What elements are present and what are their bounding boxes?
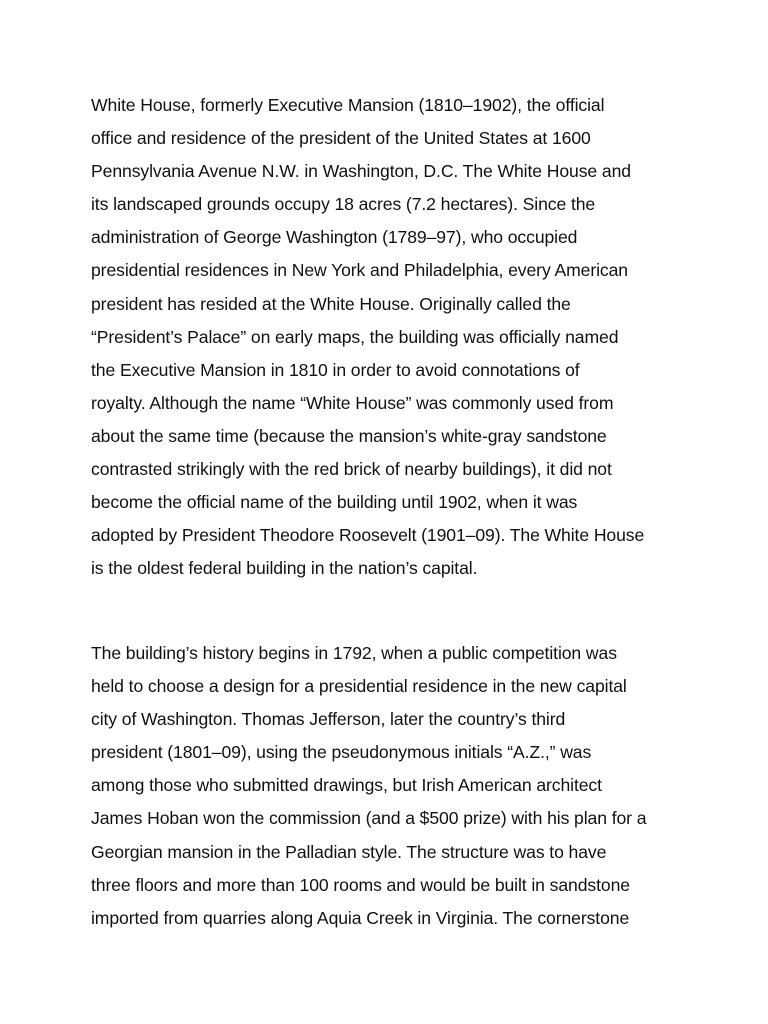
paragraph-line: become the official name of the building until 1902, when it was xyxy=(91,492,578,513)
paragraph-line: is the oldest federal building in the nation’s capital. xyxy=(91,558,478,579)
paragraph-line: “President’s Palace” on early maps, the building was officially named xyxy=(91,326,619,347)
paragraph-line: city of Washington. Thomas Jefferson, later the country’s third xyxy=(91,709,566,730)
paragraph-line: royalty. Although the name “White House” was commonly used from xyxy=(91,392,614,413)
paragraph-line: its landscaped grounds occupy 18 acres (7.2 hectares). Since the xyxy=(91,194,596,215)
paragraph-line: the Executive Mansion in 1810 in order to avoid connotations of xyxy=(91,359,580,380)
paragraph-line: among those who submitted drawings, but Irish American architect xyxy=(91,775,602,796)
paragraph-line: The building’s history begins in 1792, when a public competition was xyxy=(91,643,617,663)
paragraph-line: imported from quarries along Aquia Creek in Virginia. The cornerstone xyxy=(91,907,630,928)
paragraph-line: adopted by President Theodore Roosevelt (1901–09). The White House xyxy=(91,525,645,546)
paragraph-line: administration of George Washington (1789–97), who occupied xyxy=(91,227,578,248)
paragraph-line: James Hoban won the commission (and a $500 prize) with his plan for a xyxy=(91,808,647,829)
paragraph-line: three floors and more than 100 rooms and would be built in sandstone xyxy=(91,874,630,895)
paragraph-1 xyxy=(91,89,691,585)
paragraph-line: office and residence of the president of the United States at 1600 xyxy=(91,128,591,149)
paragraph-line: about the same time (because the mansion’s white-gray sandstone xyxy=(91,425,607,446)
paragraph-line: White House, formerly Executive Mansion (1810–1902), the official xyxy=(91,95,605,115)
paragraph-line: contrasted strikingly with the red brick of nearby buildings), it did not xyxy=(91,459,612,480)
paragraph-line: presidential residences in New York and Philadelphia, every American xyxy=(91,260,628,281)
paragraph-line: Georgian mansion in the Palladian style. The structure was to have xyxy=(91,841,607,862)
paragraph-line: president (1801–09), using the pseudonymous initials “A.Z.,” was xyxy=(91,742,592,763)
paragraph-line: president has resided at the White House. Originally called the xyxy=(91,293,571,314)
paragraph-line: held to choose a design for a presidential residence in the new capital xyxy=(91,676,627,697)
paragraph-line: Pennsylvania Avenue N.W. in Washington, D.C. The White House and xyxy=(91,161,631,182)
paragraph-2 xyxy=(91,637,691,935)
